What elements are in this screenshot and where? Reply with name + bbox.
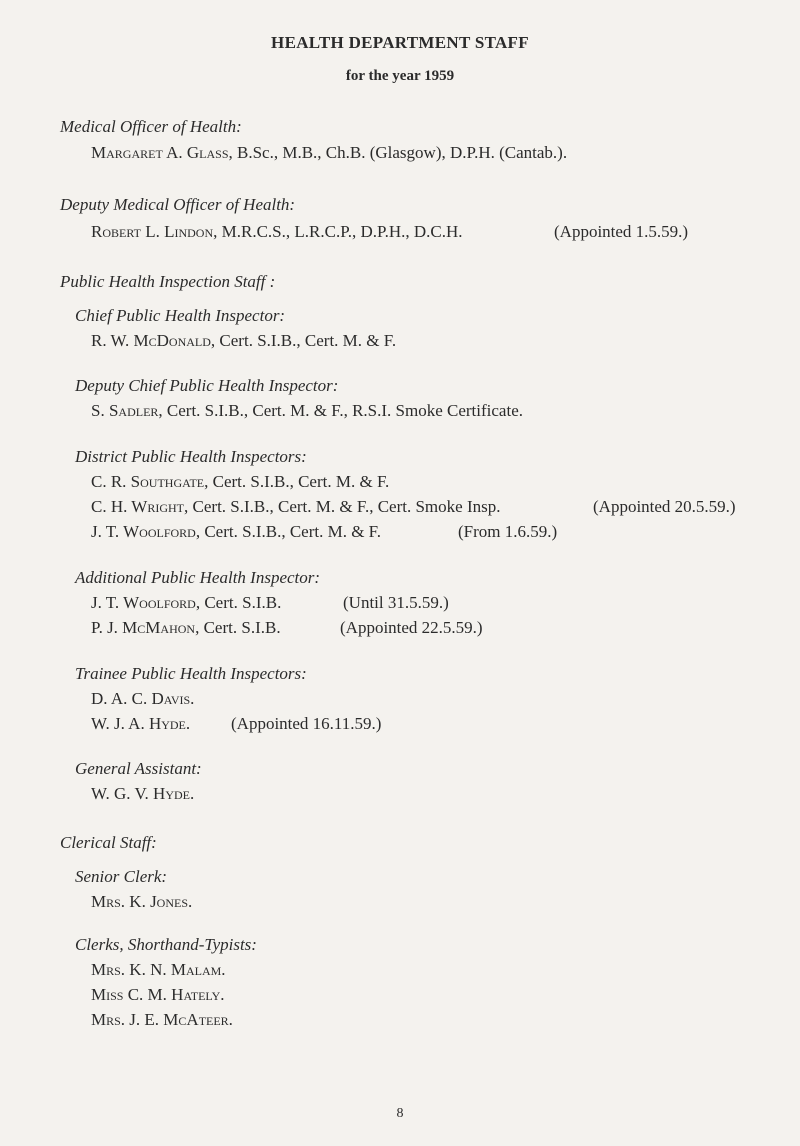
moh-heading: Medical Officer of Health: <box>60 117 242 136</box>
additional-quals: Cert. S.I.B. <box>200 593 282 612</box>
deputy-chief-name: S. Sadler, <box>91 401 163 420</box>
dmoh-name: Robert L. Lindon, <box>91 222 218 241</box>
district-item <box>91 497 500 517</box>
district-item <box>91 522 381 542</box>
phis-heading: Public Health Inspection Staff : <box>60 272 276 291</box>
district-quals: Cert. S.I.B., Cert. M. & F. <box>208 472 390 491</box>
dmoh-heading: Deputy Medical Officer of Health: <box>60 195 296 214</box>
district-name: C. H. Wright, <box>91 497 189 516</box>
moh-quals: B.Sc., M.B., Ch.B. (Glasgow), D.P.H. (Cantab.). <box>232 143 568 162</box>
district-name: J. T. Woolford, <box>91 522 201 541</box>
chief-heading: Chief Public Health Inspector: <box>75 306 286 325</box>
clerks-heading: Clerks, Shorthand-Typists: <box>75 935 257 954</box>
clerk-name: Mrs. J. E. McAteer. <box>91 1010 233 1029</box>
dmoh-quals: M.R.C.S., L.R.C.P., D.P.H., D.C.H. <box>217 222 463 241</box>
district-quals: Cert. S.I.B., Cert. M. & F. <box>200 522 382 541</box>
dmoh-entry <box>91 222 463 242</box>
additional-name: P. J. McMahon, <box>91 618 200 637</box>
trainee-name: D. A. C. Davis. <box>91 689 195 708</box>
additional-name: J. T. Woolford, <box>91 593 201 612</box>
senior-clerk-name: Mrs. K. Jones. <box>91 892 193 911</box>
moh-name: Margaret A. Glass, <box>91 143 233 162</box>
deputy-chief-heading: Deputy Chief Public Health Inspector: <box>75 376 339 395</box>
clerk-name: Miss C. M. Hately. <box>91 985 225 1004</box>
district-item <box>91 472 389 492</box>
additional-note: (Until 31.5.59.) <box>343 593 449 612</box>
page-title: HEALTH DEPARTMENT STAFF <box>271 33 529 52</box>
senior-clerk-heading: Senior Clerk: <box>75 867 168 886</box>
additional-item <box>91 618 281 638</box>
district-note: (From 1.6.59.) <box>458 522 558 541</box>
additional-note: (Appointed 22.5.59.) <box>340 618 483 637</box>
moh-entry <box>91 143 567 163</box>
trainee-heading: Trainee Public Health Inspectors: <box>75 664 307 683</box>
page-subtitle: for the year 1959 <box>345 68 455 84</box>
district-quals: Cert. S.I.B., Cert. M. & F., Cert. Smoke Insp. <box>188 497 501 516</box>
deputy-chief-entry <box>91 401 523 421</box>
general-name: W. G. V. Hyde. <box>91 784 195 803</box>
trainee-name: W. J. A. Hyde. <box>91 714 191 733</box>
district-name: C. R. Southgate, <box>91 472 209 491</box>
chief-name: R. W. McDonald, <box>91 331 216 350</box>
additional-heading: Additional Public Health Inspector: <box>75 568 321 587</box>
dmoh-note: (Appointed 1.5.59.) <box>554 222 689 241</box>
deputy-chief-quals: Cert. S.I.B., Cert. M. & F., R.S.I. Smoke Certificate. <box>162 401 523 420</box>
chief-entry <box>91 331 396 351</box>
district-heading: District Public Health Inspectors: <box>75 447 307 466</box>
page-number: 8 <box>396 1106 404 1121</box>
additional-quals: Cert. S.I.B. <box>199 618 281 637</box>
clerk-name: Mrs. K. N. Malam. <box>91 960 226 979</box>
district-note: (Appointed 20.5.59.) <box>593 497 736 516</box>
additional-item <box>91 593 281 613</box>
trainee-note: (Appointed 16.11.59.) <box>231 714 382 733</box>
clerical-heading: Clerical Staff: <box>60 833 157 852</box>
general-heading: General Assistant: <box>75 759 202 778</box>
chief-quals: Cert. S.I.B., Cert. M. & F. <box>215 331 397 350</box>
